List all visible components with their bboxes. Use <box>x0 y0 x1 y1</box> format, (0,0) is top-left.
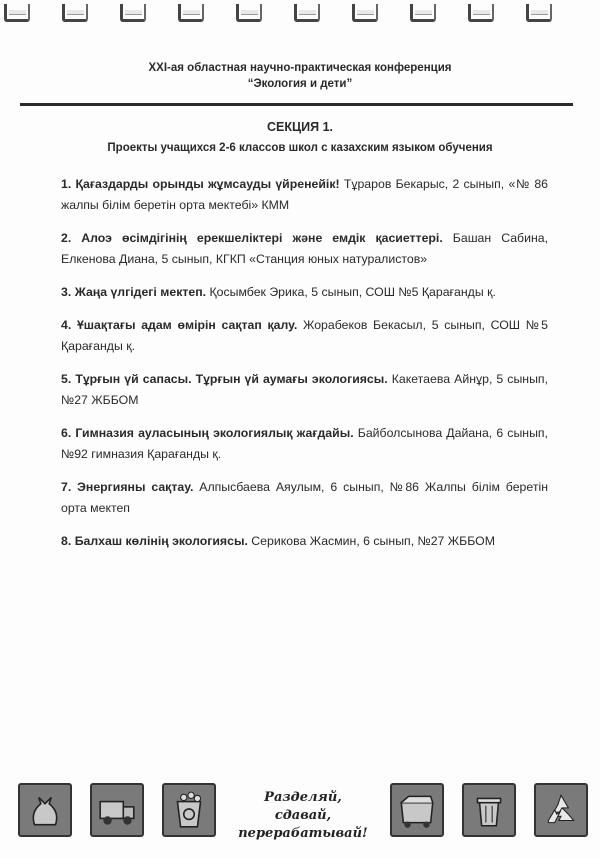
slogan-line: перерабатывай! <box>238 826 368 841</box>
binding-ring <box>294 4 320 22</box>
slogan-line: Разделяй, сдавай, <box>264 790 342 823</box>
list-item <box>61 174 548 216</box>
list-item <box>61 477 548 519</box>
binding-ring <box>352 4 378 22</box>
list-item <box>61 423 548 465</box>
section-title: СЕКЦИЯ 1. <box>267 120 333 134</box>
recycling-footer <box>18 783 584 845</box>
binding-ring <box>178 4 204 22</box>
project-number: 2. <box>61 231 72 245</box>
trash-bag-icon <box>18 783 72 837</box>
recycle-symbol-icon <box>534 783 588 837</box>
binding-ring <box>120 4 146 22</box>
recycling-slogan <box>234 789 372 843</box>
project-number: 4. <box>61 318 72 332</box>
recycle-bin-icon <box>162 783 216 837</box>
conference-title: XXI-ая областная научно-практическая конференция <box>148 62 452 74</box>
project-details: Жорабеков Бекасыл, 5 сынып, СОШ №5 Қарағанды қ. <box>61 318 549 353</box>
project-details: Алпысбаева Аяулым, 6 сынып, №86 Жалпы білім беретін орта мектеп <box>61 480 548 515</box>
project-details: Қосымбек Эрика, 5 сынып, СОШ №5 Қарағанды қ. <box>209 285 496 299</box>
project-number: 8. <box>61 534 72 548</box>
trash-can-icon <box>462 783 516 837</box>
spiral-binding <box>0 0 600 28</box>
project-number: 1. <box>61 177 72 191</box>
project-title: Балхаш көлінің экологиясы. <box>74 534 248 548</box>
project-details: Тұраров Бекарыс, 2 сынып, «№ 86 жалпы білім беретін орта мектебі» КММ <box>61 177 549 212</box>
conference-theme: “Экология и дети” <box>247 78 353 90</box>
project-details: Какетаева Айнұр, 5 сынып, №27 ЖББОМ <box>61 372 548 407</box>
project-title: Жаңа үлгідегі мектеп. <box>74 285 207 299</box>
list-item <box>61 369 548 411</box>
garbage-truck-icon <box>90 783 144 837</box>
project-number: 7. <box>61 480 72 494</box>
list-item <box>61 315 548 357</box>
project-list <box>61 174 548 564</box>
conference-header <box>0 60 600 92</box>
header-divider <box>20 103 573 106</box>
project-details: Башан Сабина, Елкенова Диана, 5 сынып, КГКП «Станция юных натуралистов» <box>61 231 549 266</box>
project-title: Ұшақтағы адам өмірін сақтап қалу. <box>76 318 298 332</box>
project-title: Қағаздарды орынды жұмсауды үйренейік! <box>75 177 340 191</box>
binding-ring <box>468 4 494 22</box>
section-subtitle: Проекты учащихся 2-6 классов школ с казахским языком обучения <box>107 142 493 154</box>
project-number: 5. <box>61 372 72 386</box>
project-number: 6. <box>61 426 72 440</box>
project-title: Алоэ өсімдігінің ерекшеліктері және емдік қасиеттері. <box>81 231 443 245</box>
project-details: Байболсынова Дайана, 6 сынып, №92 гимназия Қарағанды қ. <box>61 426 548 461</box>
project-title: Гимназия ауласының экологиялық жағдайы. <box>75 426 354 440</box>
binding-ring <box>236 4 262 22</box>
binding-ring <box>526 4 552 22</box>
list-item <box>61 531 548 552</box>
binding-ring <box>410 4 436 22</box>
binding-ring <box>4 4 30 22</box>
project-details: Серикова Жасмин, 6 сынып, №27 ЖББОМ <box>251 534 495 548</box>
project-title: Энергияны сақтау. <box>77 480 194 494</box>
list-item <box>61 282 548 303</box>
list-item <box>61 228 548 270</box>
project-number: 3. <box>61 285 72 299</box>
binding-ring <box>62 4 88 22</box>
project-title: Тұрғын үй сапасы. Тұрғын үй аумағы экологиясы. <box>75 372 388 386</box>
container-icon <box>390 783 444 837</box>
